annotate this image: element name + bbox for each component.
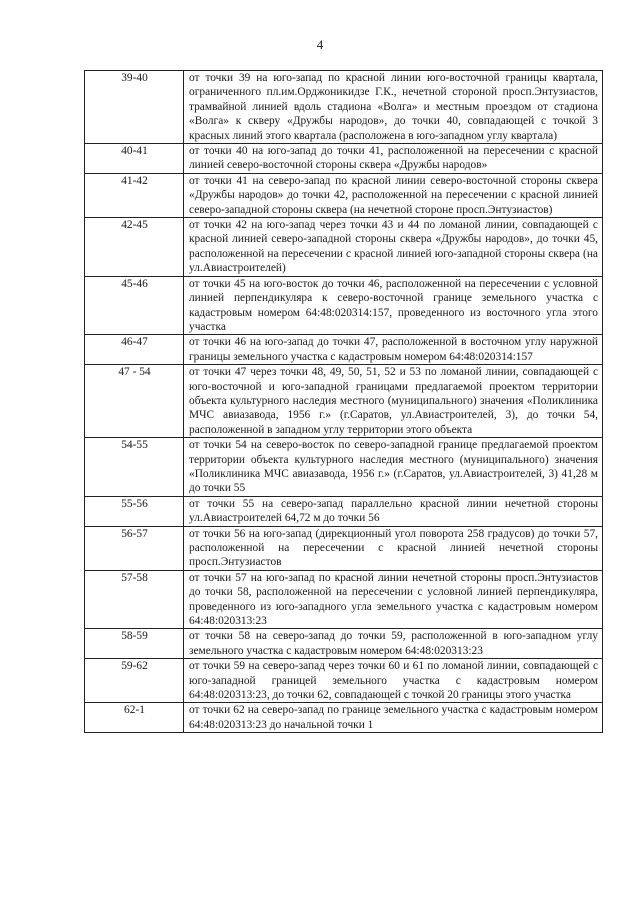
table-row: [85, 173, 603, 217]
boundary-description-table: [84, 70, 603, 733]
table-row: [85, 570, 603, 629]
segment-cell: 56-57: [85, 526, 184, 570]
description-cell: от точки 59 на северо-запад через точки 60 и 61 по ломаной линии, совпадающей с юго-западной границей земельного участка с кадастровым номером 64:48:020313:23, до точки 62, совпадающей с точкой 20 границы этого участка: [184, 659, 603, 703]
table-row: [85, 365, 603, 438]
table-row: [85, 659, 603, 703]
segment-cell: 55-56: [85, 496, 184, 526]
table-row: [85, 218, 603, 277]
table-row: [85, 335, 603, 365]
description-cell: от точки 47 через точки 48, 49, 50, 51, 52 и 53 по ломаной линии, совпадающей с юго-восточной и юго-западной границами предлагаемой проектом территории объекта культурного наследия местного (муниципального) значения «Поликлиника МЧС авиазавода, 1956 г.» (г.Саратов, ул.Авиастроителей, 3), до точки 54, расположенной в западном углу территории этого объекта: [184, 365, 603, 438]
segment-cell: 59-62: [85, 659, 184, 703]
description-cell: от точки 56 на юго-запад (дирекционный угол поворота 258 градусов) до точки 57, расположенной на пересечении с красной линией нечетной стороны просп.Энтузиастов: [184, 526, 603, 570]
description-cell: от точки 54 на северо-восток по северо-западной границе предлагаемой проектом территории объекта культурного наследия местного (муниципального) значения «Поликлиника МЧС авиазавода, 1956 г.» (г.Саратов, ул.Авиастроителей, 3) 41,28 м до точки 55: [184, 438, 603, 497]
table-row: [85, 496, 603, 526]
table-row: [85, 438, 603, 497]
description-cell: от точки 42 на юго-запад через точки 43 и 44 по ломаной линии, совпадающей с красной линией северо-западной стороны сквера «Дружбы народов», до точки 45, расположенной на пересечении с красной линией юго-западной стороны сквера (на ул.Авиастроителей): [184, 218, 603, 277]
table-row: [85, 71, 603, 144]
table-row: [85, 144, 603, 174]
description-cell: от точки 55 на северо-запад параллельно красной линии нечетной стороны ул.Авиастроителей 64,72 м до точки 56: [184, 496, 603, 526]
segment-cell: 62-1: [85, 703, 184, 733]
description-cell: от точки 58 на северо-запад до точки 59, расположенной в юго-западном углу земельного участка с кадастровым номером 64:48:020313:23: [184, 629, 603, 659]
table-row: [85, 276, 603, 335]
segment-cell: 46-47: [85, 335, 184, 365]
segment-cell: 45-46: [85, 276, 184, 335]
table-row: [85, 526, 603, 570]
description-cell: от точки 40 на юго-запад до точки 41, расположенной на пересечении с красной линией северо-восточной стороны сквера «Дружбы народов»: [184, 144, 603, 174]
page-number: 4: [316, 37, 324, 52]
segment-cell: 42-45: [85, 218, 184, 277]
description-cell: от точки 39 на юго-запад по красной линии юго-восточной границы квартала, ограниченного пл.им.Орджоникидзе Г.К., нечетной стороной просп.Энтузиастов, трамвайной линией вдоль стадиона «Волга» и местным проездом от стадиона «Волга» к скверу «Дружбы народов», до точки 40, совпадающей с точкой 3 красных линий этого квартала (расположена в юго-западном углу квартала): [184, 71, 603, 144]
description-cell: от точки 41 на северо-запад по красной линии северо-восточной стороны сквера «Дружбы народов» до точки 42, расположенной на пересечении с красной линией северо-западной стороны сквера (на нечетной стороне просп.Энтузиастов): [184, 173, 603, 217]
segment-cell: 40-41: [85, 144, 184, 174]
segment-cell: 54-55: [85, 438, 184, 497]
description-cell: от точки 46 на юго-запад до точки 47, расположенной в восточном углу наружной границы земельного участка с кадастровым номером 64:48:020314:157: [184, 335, 603, 365]
description-cell: от точки 62 на северо-запад по границе земельного участка с кадастровым номером 64:48:020313:23 до начальной точки 1: [184, 703, 603, 733]
segment-cell: 47 - 54: [85, 365, 184, 438]
segment-cell: 39-40: [85, 71, 184, 144]
description-cell: от точки 45 на юго-восток до точки 46, расположенной на пересечении с условной линией перпендикуляра к северо-восточной границе земельного участка с кадастровым номером 64:48:020314:157, проведенного из восточного угла этого участка: [184, 276, 603, 335]
table-row: [85, 703, 603, 733]
table-row: [85, 629, 603, 659]
segment-cell: 58-59: [85, 629, 184, 659]
segment-cell: 57-58: [85, 570, 184, 629]
description-cell: от точки 57 на юго-запад по красной линии нечетной стороны просп.Энтузиастов до точки 58, расположенной на пересечении с условной линией перпендикуляра, проведенного из юго-западного угла земельного участка с кадастровым номером 64:48:020313:23: [184, 570, 603, 629]
segment-cell: 41-42: [85, 173, 184, 217]
